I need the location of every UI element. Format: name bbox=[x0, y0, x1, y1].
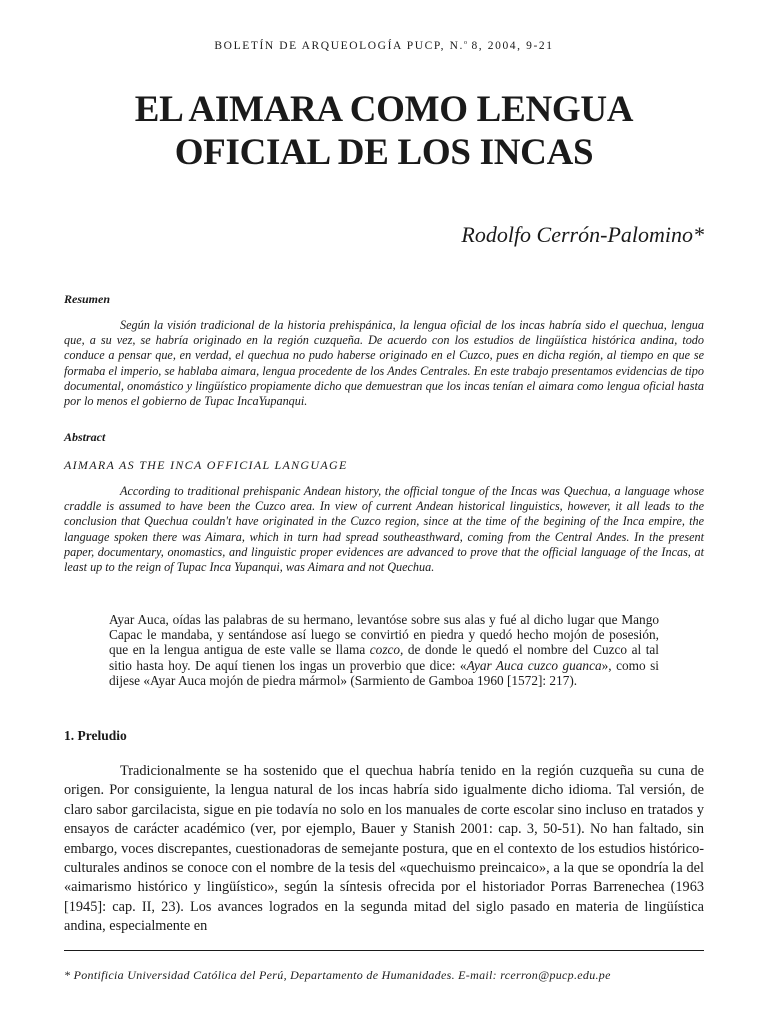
footnote: * Pontificia Universidad Católica del Perú, Departamento de Humanidades. E-mail: rcerron@pucp.edu.pe bbox=[64, 968, 611, 982]
abstract-english-title bbox=[64, 456, 704, 474]
body-paragraph: Tradicionalmente se ha sostenido que el quechua habría tenido en la región cuzqueña su cuna de origen. Por consiguiente, la lengua natural de los incas habría sido igualmente dicho idioma. Tal versión, de claro sabor garcilacista, sigue en pie todavía no solo en los manuales de corte escolar sino incluso en tratados y ensayos de carácter académico (ver, por ejemplo, Bauer y Stanish 2001: cap. 3, 50-51). No han faltado, sin embargo, voces discrepantes, cuestionadoras de semejante postura, que en el contexto de los estudios histórico-culturales andinos se conoce con el nombre de la tesis del «quechuismo preincaico», a la que se opondría la del «aimarismo histórico y lingüístico», según la síntesis ofrecida por el historiador Porras Barrenechea (1963 [1945]: cap. II, 23). Los avances logrados en la segunda mitad del siglo pasado en materia de lingüística andina, especialmente en bbox=[64, 763, 704, 935]
running-head-issue: 8, 2004, 9-21 bbox=[466, 40, 554, 52]
epigraph-quote bbox=[109, 612, 659, 688]
resumen-heading-label: Resumen bbox=[64, 292, 111, 306]
running-head-superscript: o bbox=[463, 40, 467, 47]
abstract-section bbox=[64, 484, 704, 575]
resumen-text: Según la visión tradicional de la historia prehispánica, la lengua oficial de los incas habría sido el quechua, lengua que, a su vez, se habría originado en la región cuzqueña. De acuerdo con los estudios de lingüística histórica andina, todo conduce a pensar que, en verdad, el quechua no pudo haberse originado en el Cuzco, pues en dicha región, al tiempo en que se formaba el imperio, se hablaba aimara, lengua procedente de los Andes Centrales. En este trabajo presentamos evidencias de tipo documental, onomástico y lingüístico propiamente dicho que demuestran que los incas tenían el aimara como lengua oficial hasta por lo menos el gobierno de Tupac IncaYupanqui. bbox=[64, 318, 704, 409]
quote-part-2: de donde le quedó el nombre del Cuzco al tal sitio hasta hoy. De aquí tienen los ingas un proverbio que dice: « bbox=[109, 642, 659, 673]
running-head bbox=[0, 40, 768, 52]
quote-italic-2: Ayar Auca cuzco guanca bbox=[466, 657, 602, 673]
article-title bbox=[64, 88, 704, 174]
title-line-2: OFICIAL DE LOS INCAS bbox=[174, 132, 594, 173]
english-title: AIMARA AS THE INCA OFFICIAL LANGUAGE bbox=[64, 458, 348, 472]
quote-part-3: », como si dijese «Ayar Auca mojón de piedra mármol» (Sarmiento de Gamboa 1960 [1572]: 217). bbox=[109, 657, 659, 688]
abstract-heading bbox=[64, 428, 704, 446]
abstract-text: According to traditional prehispanic Andean history, the official tongue of the Incas was Quechua, a language whose craddle is assumed to have been the Cuzco area. In view of current Andean historical linguistics, however, it all leads to the conclusion that Quechua couldn't have originated in the Cuzco region, since at the time of the begining of the Inca empire, the language spoken there was Aimara, which in turn had spread southeasthward, coming from the Central Andes. In the present paper, documentary, onomastics, and linguistic proper evidences are advanced to prove that the official language of the Incas, at least up to the reign of Tupac Inca Yupanqui, was Aimara and not Quechua. bbox=[64, 484, 704, 575]
abstract-heading-label: Abstract bbox=[64, 430, 106, 444]
resumen-section bbox=[64, 318, 704, 409]
footnote-divider bbox=[64, 950, 704, 951]
author-name: Rodolfo Cerrón-Palomino* bbox=[461, 222, 704, 247]
section-heading: 1. Preludio bbox=[64, 728, 127, 743]
quote-part-1: Ayar Auca, oídas las palabras de su hermano, levantóse sobre sus alas y fué al dicho lugar que Mango Capac le mandaba, y sentándose así luego se convirtió en piedra y quedó hecho mojón de posesión, que en la lengua antigua de este valle se llama bbox=[109, 612, 659, 658]
resumen-heading bbox=[64, 290, 704, 308]
title-line-1: EL AIMARA COMO LENGUA bbox=[134, 89, 634, 130]
running-head-journal: BOLETÍN DE ARQUEOLOGÍA PUCP, N. bbox=[214, 40, 464, 52]
quote-italic-1: cozco, bbox=[369, 642, 404, 658]
